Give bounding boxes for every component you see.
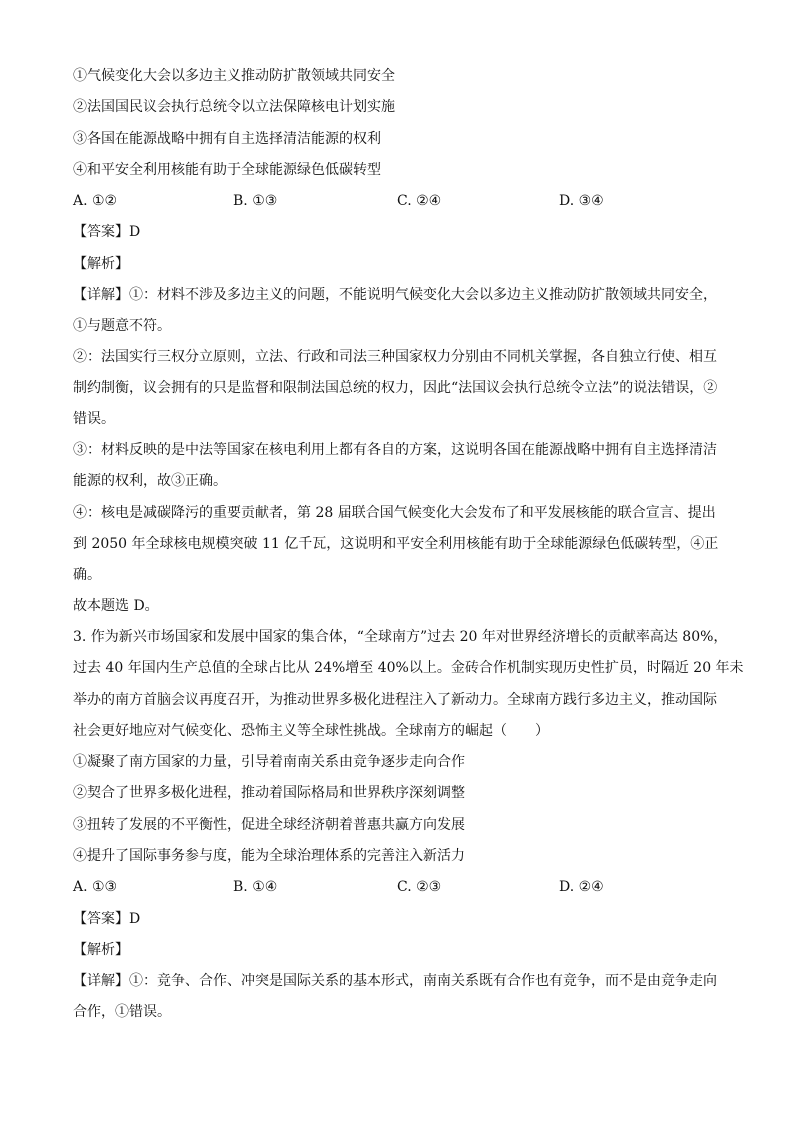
q3-option-c: C. ②③ xyxy=(397,879,442,895)
q3-stem-line: 社会更好地应对气候变化、恐怖主义等全球性挑战。全球南方的崛起（ ） xyxy=(73,723,549,739)
q3-analysis-line: 【详解】①：竞争、合作、冲突是国际关系的基本形式，南南关系既有合作也有竞争，而不是由竞争走向 xyxy=(73,973,717,989)
q3-statement-3: ③扭转了发展的不平衡性，促进全球经济朝着普惠共赢方向发展 xyxy=(73,817,465,833)
q2-statement-3: ③各国在能源战略中拥有自主选择清洁能源的权利 xyxy=(73,131,381,147)
q3-statement-1: ①凝聚了南方国家的力量，引导着南南关系由竞争逐步走向合作 xyxy=(73,754,465,770)
q2-statement-4: ④和平安全利用核能有助于全球能源绿色低碳转型 xyxy=(73,162,381,178)
q2-analysis-label: 【解析】 xyxy=(73,256,129,272)
q3-statement-2: ②契合了世界多极化进程，推动着国际格局和世界秩序深刻调整 xyxy=(73,785,465,801)
q2-option-c: C. ②④ xyxy=(397,193,442,209)
q3-stem-line: 过去 40 年国内生产总值的全球占比从 24%增至 40%以上。金砖合作机制实现历史性扩员，时隔近 20 年未 xyxy=(73,660,744,676)
q2-analysis-line: ③：材料反映的是中法等国家在核电利用上都有各自的方案，这说明各国在能源战略中拥有自主选择清洁 xyxy=(73,442,717,458)
q2-analysis-line: 制约制衡，议会拥有的只是监督和限制法国总统的权力，因此“法国议会执行总统令立法”的说法错误，② xyxy=(73,380,718,396)
q2-analysis-line: 能源的权利，故③正确。 xyxy=(73,473,227,489)
q3-statement-4: ④提升了国际事务参与度，能为全球治理体系的完善注入新活力 xyxy=(73,848,465,864)
q2-analysis-line: 到 2050 年全球核电规模突破 11 亿千瓦，这说明和平安全利用核能有助于全球能源绿色低碳转型，④正 xyxy=(73,536,719,552)
q2-conclusion: 故本题选 D。 xyxy=(73,598,159,614)
q3-answer: 【答案】D xyxy=(73,911,141,927)
q2-answer: 【答案】D xyxy=(73,224,141,240)
q2-analysis-line: ②：法国实行三权分立原则，立法、行政和司法三种国家权力分别由不同机关掌握，各自独立行使、相互 xyxy=(73,349,717,365)
q3-analysis-line: 合作，①错误。 xyxy=(73,1004,171,1020)
q2-option-b: B. ①③ xyxy=(233,193,278,209)
q3-option-b: B. ①④ xyxy=(233,879,278,895)
q3-analysis-label: 【解析】 xyxy=(73,942,129,958)
q2-analysis-line: ④：核电是减碳降污的重要贡献者，第 28 届联合国气候变化大会发布了和平发展核能的联合宣言、提出 xyxy=(73,505,716,521)
q2-analysis-line: ①与题意不符。 xyxy=(73,318,171,334)
q2-analysis-line: 确。 xyxy=(73,567,101,583)
q2-statement-1: ①气候变化大会以多边主义推动防扩散领域共同安全 xyxy=(73,68,395,84)
q2-analysis-line: 【详解】①：材料不涉及多边主义的问题，不能说明气候变化大会以多边主义推动防扩散领域共同安全， xyxy=(73,287,717,303)
q2-analysis-line: 错误。 xyxy=(73,411,115,427)
q2-statement-2: ②法国国民议会执行总统令以立法保障核电计划实施 xyxy=(73,99,395,115)
q3-option-d: D. ②④ xyxy=(559,879,604,895)
q2-option-a: A. ①② xyxy=(73,193,118,209)
q3-stem-line: 举办的南方首脑会议再度召开，为推动世界多极化进程注入了新动力。全球南方践行多边主义，推动国际 xyxy=(73,692,717,708)
q3-stem-line: 3. 作为新兴市场国家和发展中国家的集合体，“全球南方”过去 20 年对世界经济增长的贡献率高达 80%， xyxy=(73,629,728,645)
q3-option-a: A. ①③ xyxy=(73,879,118,895)
q2-option-d: D. ③④ xyxy=(559,193,604,209)
